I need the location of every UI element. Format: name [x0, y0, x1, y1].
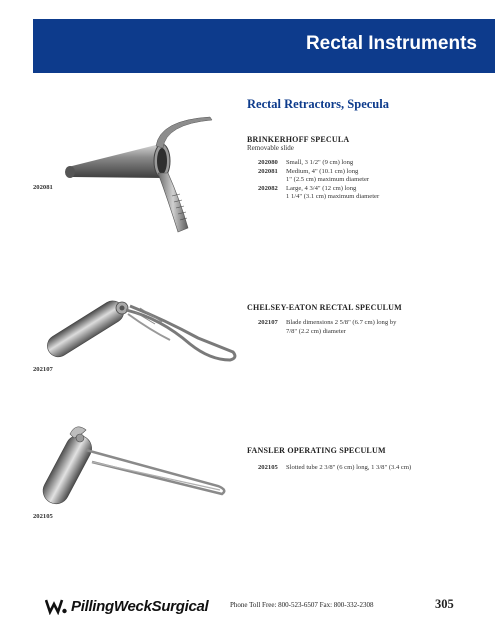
header-band [33, 19, 495, 73]
spec-list-chelsey-eaton [258, 319, 396, 336]
spec-row [258, 319, 396, 328]
product-name-chelsey-eaton: CHELSEY-EATON RECTAL SPECULUM [247, 303, 402, 312]
brand-logo-text: PillingWeckSurgical [71, 597, 209, 615]
product-subtitle-brinkerhoff: Removable slide [247, 144, 294, 152]
image-label-202107: 202107 [33, 366, 53, 373]
image-label-202105: 202105 [33, 513, 53, 520]
page-title: Rectal Instruments [305, 33, 477, 54]
catalog-number: 202081 [258, 167, 278, 175]
fax-number: Fax: 800-332-2308 [319, 601, 374, 609]
spec-text: Medium, 4" (10.1 cm) long [286, 167, 359, 175]
spec-text: Small, 3 1/2" (9 cm) long [286, 159, 354, 166]
spec-row [258, 168, 379, 177]
catalog-number: 202082 [258, 184, 278, 192]
spec-row [258, 159, 379, 168]
product-name-brinkerhoff: BRINKERHOFF SPECULA [247, 135, 350, 144]
image-label-202081: 202081 [33, 184, 53, 191]
spec-text: 1 1/4" (3.1 cm) maximum diameter [286, 193, 380, 201]
spec-row [258, 464, 411, 473]
brand-logo-icon [45, 597, 67, 615]
fansler-speculum-image [36, 420, 246, 512]
spec-text: Large, 4 3/4" (12 cm) long [286, 184, 357, 192]
catalog-number: 202080 [258, 159, 278, 166]
brand-logo [45, 597, 208, 615]
product-name-fansler: FANSLER OPERATING SPECULUM [247, 446, 386, 455]
section-title: Rectal Retractors, Specula [247, 97, 389, 111]
page-number: 305 [435, 597, 454, 611]
spec-list-brinkerhoff [258, 159, 379, 202]
spec-list-fansler [258, 464, 411, 473]
catalog-number: 202105 [258, 464, 278, 471]
spec-text: Slotted tube 2 3/8" (6 cm) long, 1 3/8" (3.4 cm) [286, 464, 412, 471]
phone-number: Phone Toll Free: 800-523-6507 [230, 601, 318, 609]
spec-text: Blade dimensions 2 5/8" (6.7 cm) long by [286, 319, 397, 326]
spec-text: 7/8" (2.2 cm) diameter [286, 327, 346, 335]
chelsey-eaton-speculum-image [40, 278, 240, 368]
spec-text: 1" (2.5 cm) maximum diameter [286, 176, 370, 184]
spec-row [258, 185, 379, 194]
contact-info [230, 601, 373, 609]
brinkerhoff-specula-image [60, 110, 230, 240]
catalog-number: 202107 [258, 319, 278, 326]
